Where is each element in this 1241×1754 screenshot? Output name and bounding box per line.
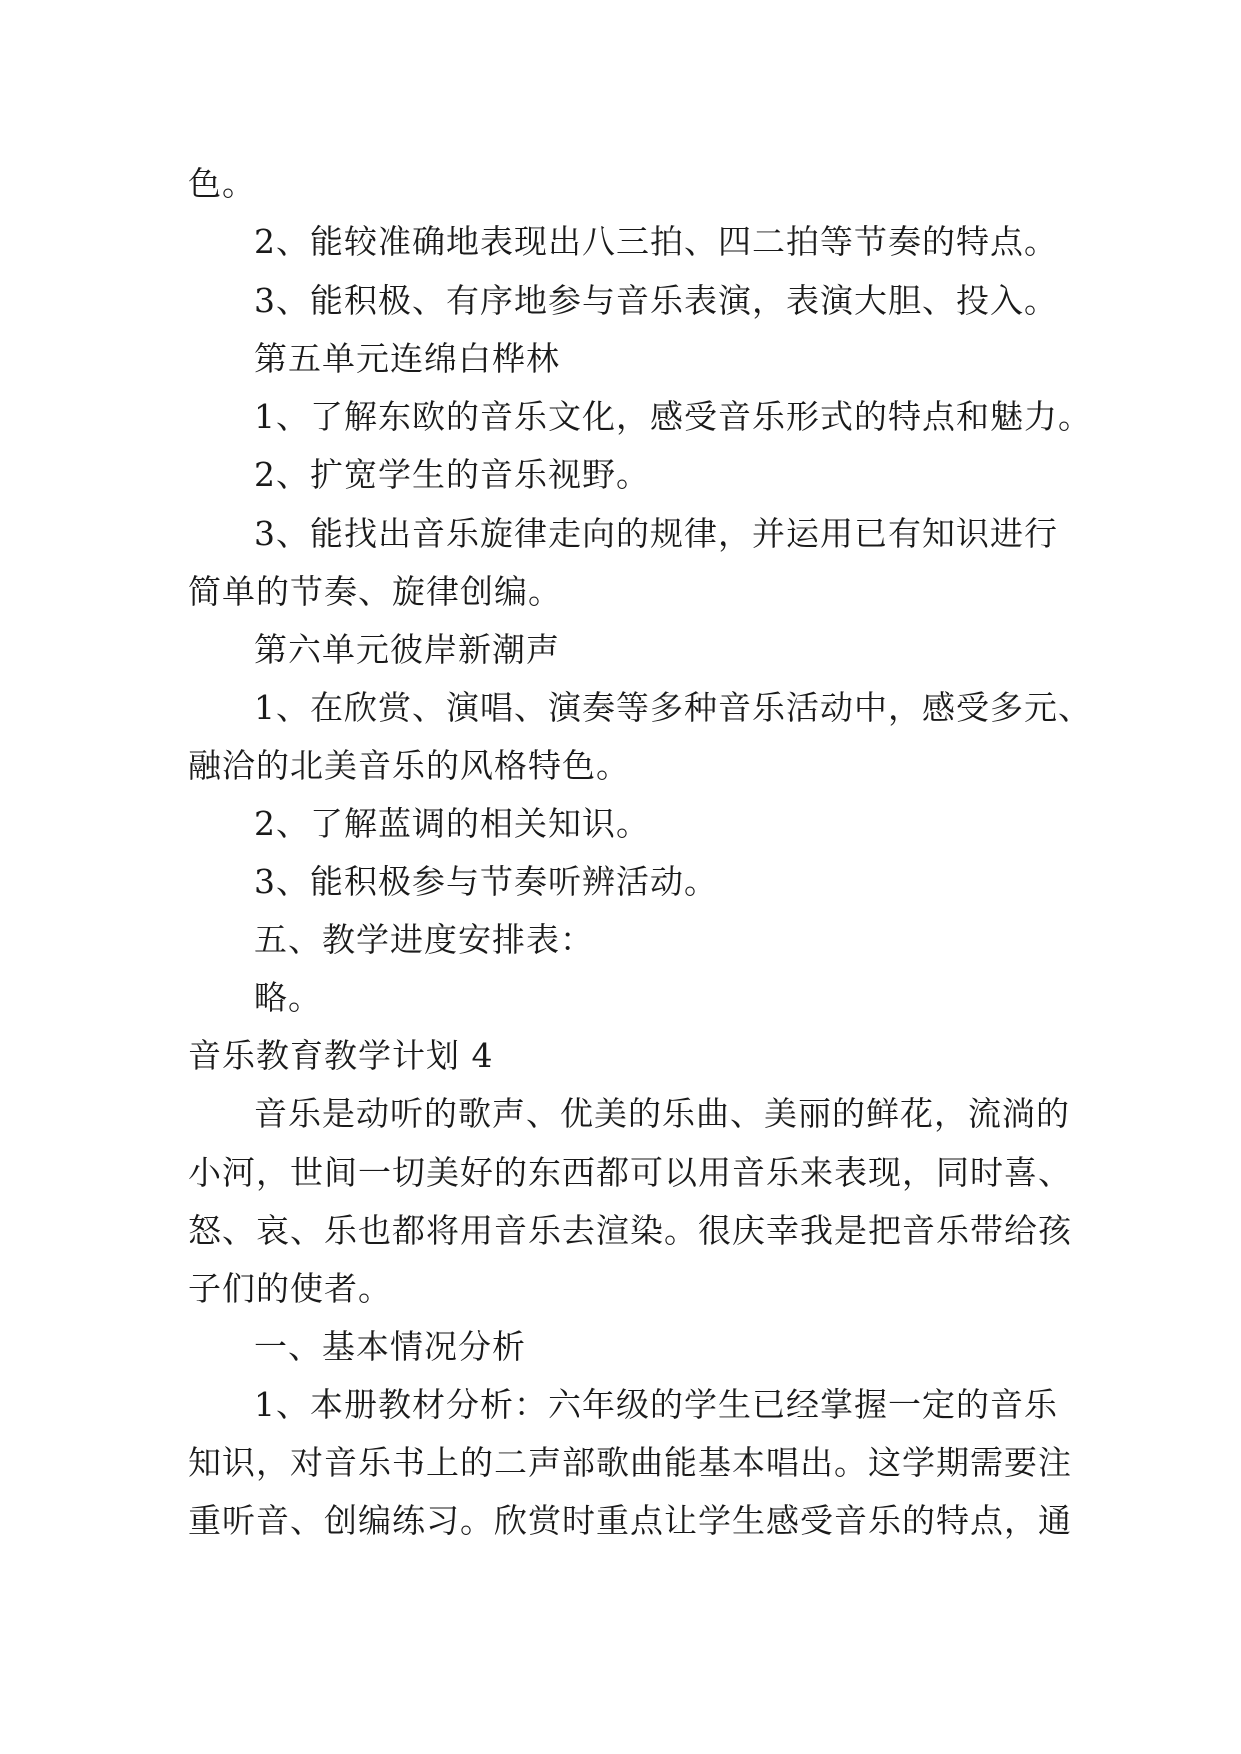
text-line: 3、能找出音乐旋律走向的规律，并运用已有知识进行: [254, 514, 1058, 553]
text-line: 小河，世间一切美好的东西都可以用音乐来表现，同时喜、: [188, 1153, 1072, 1192]
text-line: 3、能积极参与节奏听辨活动。: [254, 862, 718, 901]
text-line: 子们的使者。: [188, 1269, 392, 1308]
document-title: 音乐教育教学计划 4: [188, 1036, 494, 1075]
section-heading: 五、教学进度安排表：: [254, 920, 594, 959]
text-line: 2、能较准确地表现出八三拍、四二拍等节奏的特点。: [254, 222, 1058, 261]
text-line: 3、能积极、有序地参与音乐表演，表演大胆、投入。: [254, 281, 1058, 320]
text-line: 融洽的北美音乐的风格特色。: [188, 746, 630, 785]
section-heading: 第六单元彼岸新潮声: [254, 630, 560, 669]
section-heading: 一、基本情况分析: [254, 1327, 526, 1366]
text-line: 略。: [254, 978, 322, 1017]
text-line: 2、了解蓝调的相关知识。: [254, 804, 650, 843]
text-line: 知识，对音乐书上的二声部歌曲能基本唱出。这学期需要注: [188, 1443, 1072, 1482]
text-line: 1、在欣赏、演唱、演奏等多种音乐活动中，感受多元、: [254, 688, 1092, 727]
text-line: 色。: [188, 164, 256, 203]
text-line: 2、扩宽学生的音乐视野。: [254, 455, 650, 494]
text-line: 音乐是动听的歌声、优美的乐曲、美丽的鲜花，流淌的: [254, 1094, 1070, 1133]
text-line: 重听音、创编练习。欣赏时重点让学生感受音乐的特点，通: [188, 1501, 1072, 1540]
section-heading: 第五单元连绵白桦林: [254, 339, 560, 378]
text-line: 怒、哀、乐也都将用音乐去渲染。很庆幸我是把音乐带给孩: [188, 1211, 1072, 1250]
text-line: 1、本册教材分析：六年级的学生已经掌握一定的音乐: [254, 1385, 1058, 1424]
text-line: 1、了解东欧的音乐文化，感受音乐形式的特点和魅力。: [254, 397, 1092, 436]
text-line: 简单的节奏、旋律创编。: [188, 572, 562, 611]
